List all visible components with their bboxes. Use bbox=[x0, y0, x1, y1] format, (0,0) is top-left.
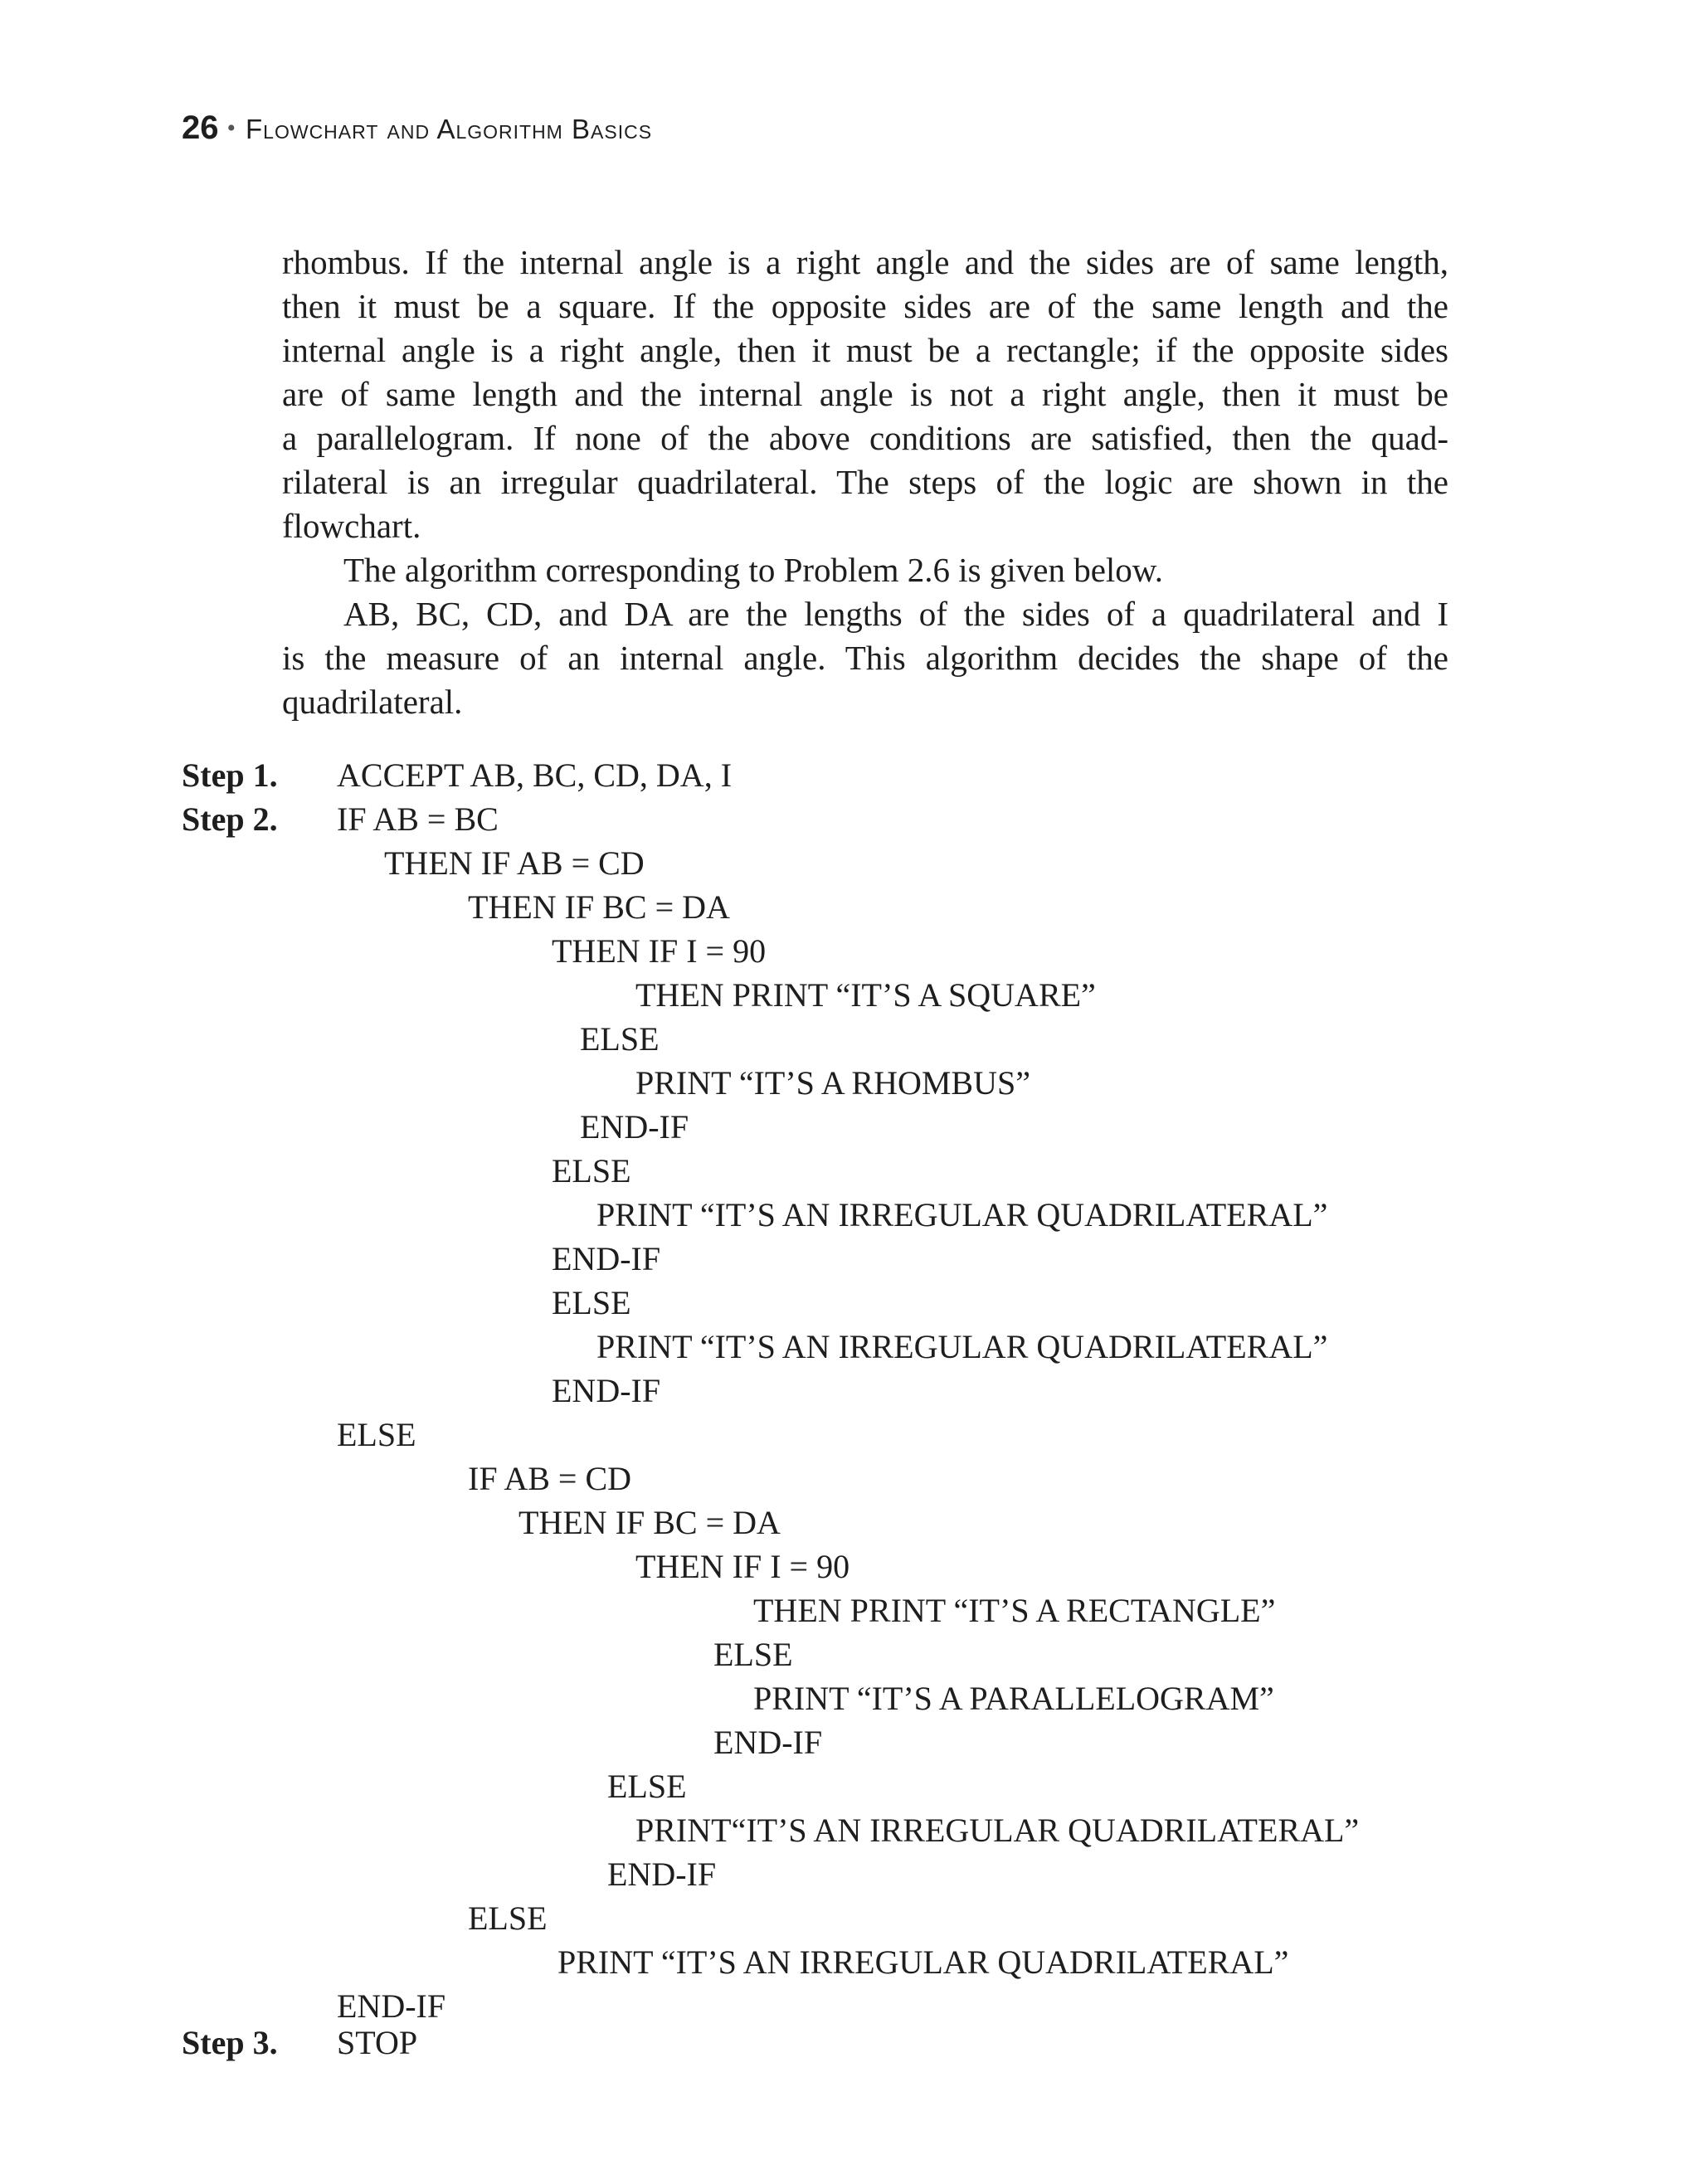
paragraph-line: internal angle is a right angle, then it must be a rectangle; if the opposite sides bbox=[282, 331, 1448, 369]
algorithm-line: THEN PRINT “IT’S A RECTANGLE” bbox=[753, 1592, 1276, 1629]
algorithm-line: PRINT “IT’S AN IRREGULAR QUADRILATERAL” bbox=[596, 1196, 1328, 1233]
paragraph-line: quadrilateral. bbox=[282, 683, 463, 721]
algorithm-line: ELSE bbox=[713, 1636, 793, 1673]
algorithm-line: END-IF bbox=[337, 1987, 446, 2025]
algorithm-line: IF AB = BC bbox=[337, 800, 499, 838]
paragraph-2 bbox=[282, 548, 1448, 592]
paragraph-line: rhombus. If the internal angle is a right angle and the sides are of same length, bbox=[282, 243, 1448, 281]
algorithm-line: PRINT “IT’S AN IRREGULAR QUADRILATERAL” bbox=[596, 1328, 1328, 1365]
algorithm-line: ELSE bbox=[580, 1020, 660, 1058]
algorithm-line: END-IF bbox=[552, 1240, 661, 1277]
algorithm-line: PRINT “IT’S A RHOMBUS” bbox=[635, 1064, 1030, 1102]
algorithm-line: THEN PRINT “IT’S A SQUARE” bbox=[635, 976, 1096, 1014]
algorithm-line: END-IF bbox=[552, 1372, 661, 1409]
algorithm-line: THEN IF BC = DA bbox=[518, 1504, 781, 1541]
algorithm-line: PRINT“IT’S AN IRREGULAR QUADRILATERAL” bbox=[635, 1812, 1360, 1849]
running-title: Flowchart and Algorithm Basics bbox=[246, 114, 653, 144]
paragraph-line: is the measure of an internal angle. This algorithm decides the shape of the bbox=[282, 639, 1448, 677]
algorithm-line: END-IF bbox=[713, 1724, 823, 1761]
paragraph-1 bbox=[282, 241, 1448, 548]
algorithm-line: THEN IF I = 90 bbox=[552, 932, 767, 970]
paragraph-line: are of same length and the internal angle is not a right angle, then it must be bbox=[282, 375, 1448, 413]
algorithm-line: ELSE bbox=[337, 1416, 416, 1453]
algorithm-line: THEN IF AB = CD bbox=[384, 844, 645, 882]
page-number: 26 bbox=[182, 109, 219, 146]
bullet-separator-icon: • bbox=[226, 114, 236, 142]
step-label-2: Step 2. bbox=[182, 800, 278, 838]
algorithm-line: ELSE bbox=[468, 1899, 548, 1937]
step-label-1: Step 1. bbox=[182, 756, 278, 794]
paragraph-line: flowchart. bbox=[282, 507, 421, 545]
algorithm-line: THEN IF BC = DA bbox=[468, 888, 730, 926]
paragraph-line: The algorithm corresponding to Problem 2.6 is given below. bbox=[343, 551, 1164, 589]
algorithm-line: IF AB = CD bbox=[468, 1460, 632, 1497]
algorithm-line: PRINT “IT’S A PARALLELOGRAM” bbox=[753, 1680, 1274, 1717]
running-head bbox=[182, 103, 652, 153]
algorithm-line: ELSE bbox=[607, 1768, 687, 1805]
algorithm-line: ELSE bbox=[552, 1152, 631, 1189]
step-label-3: Step 3. bbox=[182, 2024, 278, 2061]
algorithm-line: THEN IF I = 90 bbox=[635, 1548, 850, 1585]
paragraph-line: rilateral is an irregular quadrilateral. The steps of the logic are shown in the bbox=[282, 463, 1448, 501]
paragraph-line: then it must be a square. If the opposite sides are of the same length and the bbox=[282, 287, 1448, 325]
algorithm-line: PRINT “IT’S AN IRREGULAR QUADRILATERAL” bbox=[557, 1943, 1289, 1981]
algorithm-line: ELSE bbox=[552, 1284, 631, 1321]
algorithm-line: END-IF bbox=[580, 1108, 689, 1146]
algorithm-line: ACCEPT AB, BC, CD, DA, I bbox=[337, 756, 733, 794]
algorithm-line: END-IF bbox=[607, 1856, 717, 1893]
paragraph-3 bbox=[282, 592, 1448, 724]
paragraph-line: AB, BC, CD, and DA are the lengths of the sides of a quadrilateral and I bbox=[343, 595, 1448, 633]
algorithm-line: STOP bbox=[337, 2024, 418, 2061]
paragraph-line: a parallelogram. If none of the above conditions are satisfied, then the quad- bbox=[282, 419, 1448, 457]
